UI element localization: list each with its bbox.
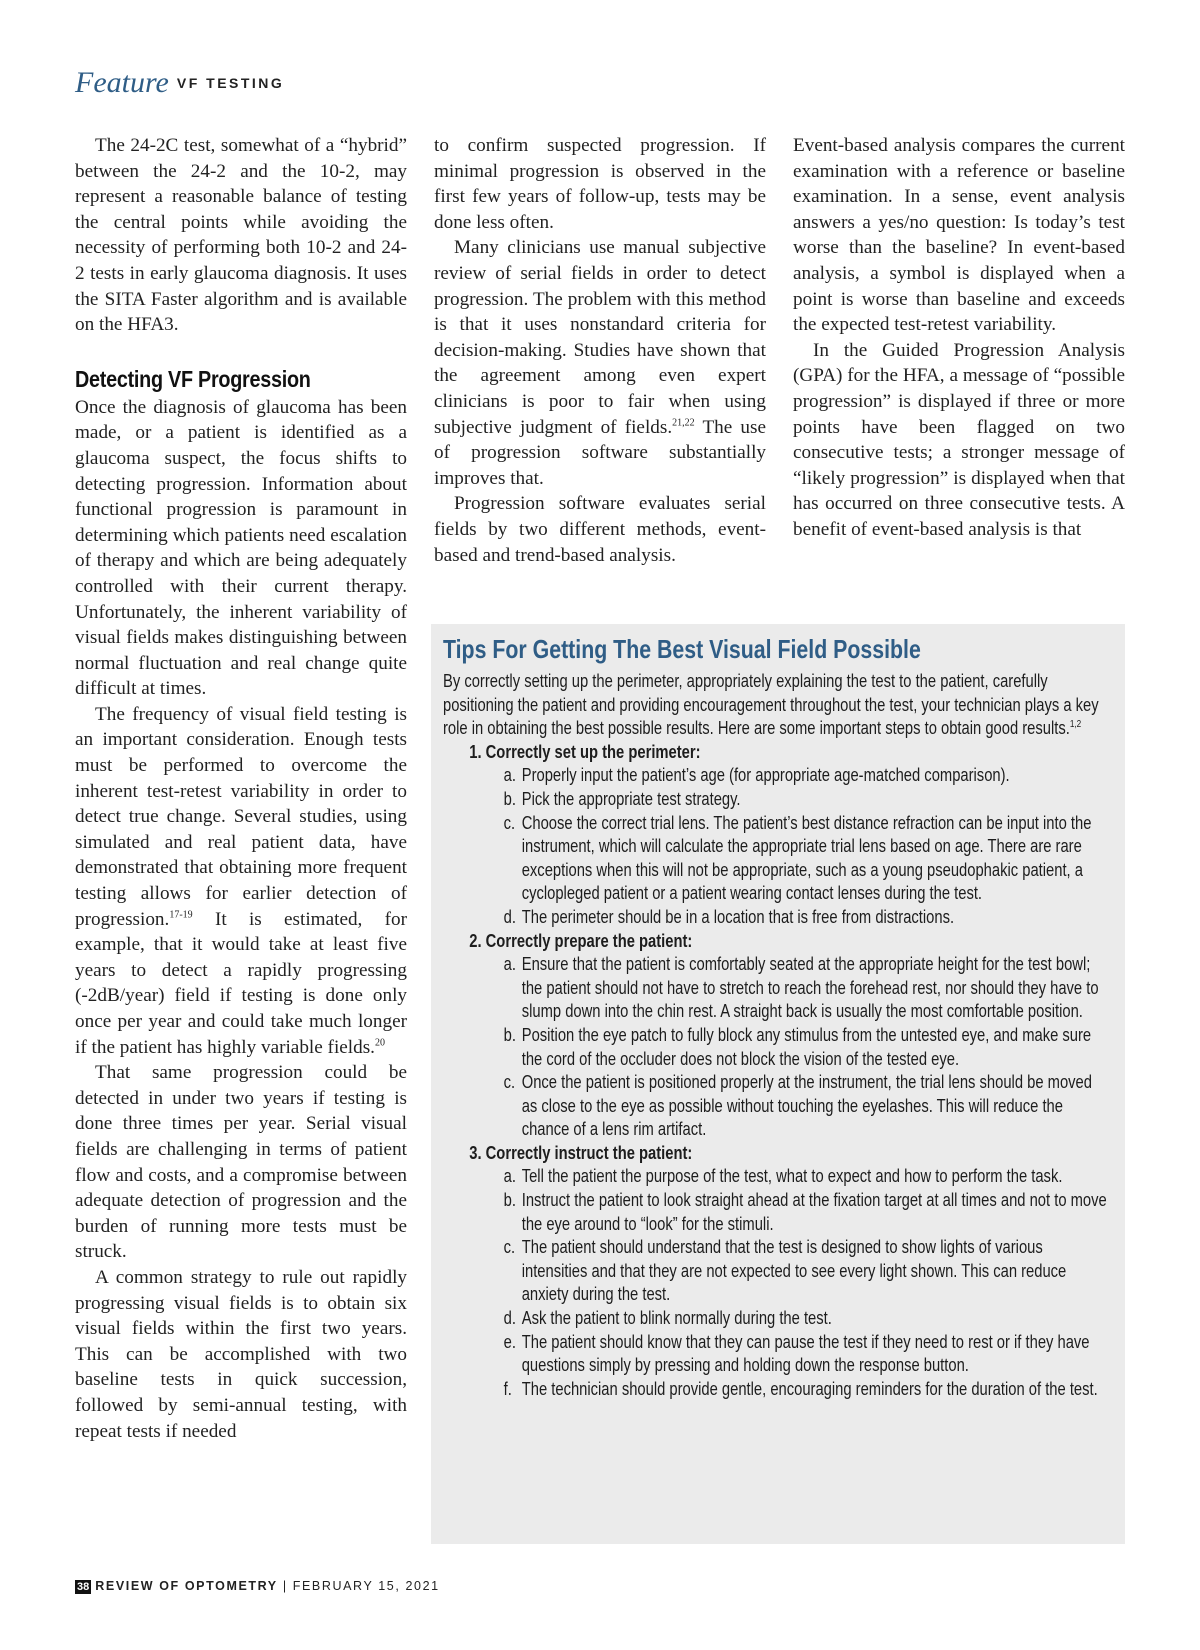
list-item-text: The technician should provide gentle, encouraging reminders for the duration of the test. xyxy=(521,1378,1098,1399)
list-item-text: The patient should understand that the test is designed to show lights of various intensities and that they are not expected to see every light shown. This can reduce anxiety during the test. xyxy=(521,1237,1067,1305)
tips-content xyxy=(443,670,1109,1401)
tips-step-heading: 2. Correctly prepare the patient: xyxy=(469,930,693,951)
issue-date: | FEBRUARY 15, 2021 xyxy=(282,1579,440,1593)
citation: 21,22 xyxy=(672,417,695,429)
list-item-text: Properly input the patient’s age (for appropriate age-matched comparison). xyxy=(521,765,1010,786)
list-item-letter: d. xyxy=(503,1308,516,1329)
list-item-text: Instruct the patient to look straight ahead at the fixation target at all times and not to move the eye around to “look” for the stimuli. xyxy=(521,1190,1107,1234)
citation: 20 xyxy=(374,1037,385,1049)
list-item xyxy=(504,1071,1109,1142)
list-item-letter: d. xyxy=(503,906,516,927)
paragraph-text: Many clinicians use manual subjective review of serial fields in order to detect progression. The problem with this method is that it uses nonstandard criteria for decision-making. Studies have shown that the agreement among even expert clinicians is poor to fair when using subjective judgment of fields. xyxy=(434,237,766,438)
paragraph: Event-based analysis compares the current examination with a reference or baseline examination. In a sense, event analysis answers a yes/no question: Is today’s test worse than the baseline? In event-based analysis, a symbol is displayed when a point is worse than baseline and exceeds the expected test-retest variability. xyxy=(793,135,1125,336)
paragraph: to confirm suspected progression. If minimal progression is observed in the first few years of follow-up, tests may be done less often. xyxy=(434,135,766,233)
list-item xyxy=(504,1307,1109,1331)
list-item-text: Pick the appropriate test strategy. xyxy=(521,788,741,809)
list-item-letter: b. xyxy=(503,1190,516,1211)
paragraph: That same progression could be detected in under two years if testing is done three times per year. Serial visual fields are challenging in terms of patient flow and costs, and a compromise between adequate detection of progression and the burden of running more tests must be struck. xyxy=(75,1062,407,1263)
tips-intro xyxy=(443,670,1109,741)
magazine-name: REVIEW OF OPTOMETRY xyxy=(95,1579,278,1593)
list-item xyxy=(504,1378,1109,1402)
paragraph: A common strategy to rule out rapidly progressing visual fields is to obtain six visual fields within the first two years. This can be accomplished with two baseline tests in quick succession, followed by semi-annual testing, with repeat tests if needed xyxy=(75,1266,407,1442)
list-item xyxy=(504,953,1109,1024)
tips-step-heading: 1. Correctly set up the perimeter: xyxy=(469,741,701,762)
list-item xyxy=(504,1024,1109,1071)
feature-label: Feature xyxy=(75,66,169,99)
paragraph: Progression software evaluates serial fields by two different methods, event-based and trend-based analysis. xyxy=(434,493,766,566)
list-item xyxy=(504,764,1109,788)
column-3 xyxy=(793,133,1125,543)
list-item xyxy=(504,812,1109,906)
list-item-text: Position the eye patch to fully block any stimulus from the untested eye, and make sure the cord of the occluder does not block the vision of the tested eye. xyxy=(521,1024,1092,1069)
tips-title: Tips For Getting The Best Visual Field Possible xyxy=(443,634,921,664)
tips-sidebar-box xyxy=(431,624,1125,1544)
list-item-letter: a. xyxy=(503,954,516,975)
column-2 xyxy=(434,133,766,568)
section-label: VF TESTING xyxy=(176,75,285,91)
paragraph: The 24-2C test, somewhat of a “hybrid” between the 24-2 and the 10-2, may represent a reasonable balance of testing the central points while avoiding the necessity of performing both 10-2 and 24-2 tests in early glaucoma diagnosis. It uses the SITA Faster algorithm and is available on the HFA3. xyxy=(75,135,407,336)
list-item-text: Choose the correct trial lens. The patient’s best distance refraction can be input into the instrument, which will calculate the appropriate trial lens based on age. There are rare exceptions when this will not be appropriate, such as a young pseudophakic patient, a cyclopleged patient or a patient wearing contact lenses during the test. xyxy=(521,812,1092,904)
citation: 17-19 xyxy=(169,909,193,921)
list-item-letter: b. xyxy=(503,1024,516,1045)
page-footer xyxy=(75,1579,440,1594)
list-item-text: Ensure that the patient is comfortably seated at the appropriate height for the test bowl; the patient should not have to stretch to reach the forehead rest, nor should they have to slump down into the chin rest. A straight back is usually the most comfortable position. xyxy=(521,954,1099,1022)
list-item xyxy=(504,1331,1109,1378)
list-item xyxy=(504,1189,1109,1236)
list-item xyxy=(504,1236,1109,1307)
tips-steps xyxy=(443,741,1109,1402)
list-item-text: The perimeter should be in a location that is free from distractions. xyxy=(521,906,955,927)
list-item-text: Tell the patient the purpose of the test, what to expect and how to perform the task. xyxy=(521,1166,1063,1187)
paragraph: In the Guided Progression Analysis (GPA) for the HFA, a message of “possible progression” is displayed if three or more points have been flagged on two consecutive tests; a stronger message of “likely progression” is displayed when that has occurred on three consecutive tests. A benefit of event-based analysis is that xyxy=(793,339,1125,540)
list-item xyxy=(504,788,1109,812)
list-item xyxy=(504,1165,1109,1189)
tips-step-heading: 3. Correctly instruct the patient: xyxy=(469,1142,693,1163)
column-1 xyxy=(75,133,407,1444)
list-item-letter: c. xyxy=(503,812,516,833)
list-item-letter: c. xyxy=(503,1237,516,1258)
paragraph: Once the diagnosis of glaucoma has been made, or a patient is identified as a glaucoma suspect, the focus shifts to detecting progression. Information about functional progression is paramount in determining which patients need escalation of therapy and which are being adequately controlled with their current therapy. Unfortunately, the inherent variability of visual fields makes distinguishing between normal fluctuation and real change quite difficult at times. xyxy=(75,396,407,700)
citation: 1,2 xyxy=(1069,719,1082,731)
list-item xyxy=(504,906,1109,930)
paragraph xyxy=(434,235,766,491)
list-item-text: Once the patient is positioned properly at the instrument, the trial lens should be moved as close to the eye as possible without touching the eyelashes. This will reduce the chance of a lens rim artifact. xyxy=(521,1072,1092,1140)
list-item-letter: a. xyxy=(503,1166,516,1187)
list-item-text: The patient should know that they can pause the test if they need to rest or if they have questions simply by pressing and holding down the response button. xyxy=(521,1331,1090,1376)
list-item-letter: c. xyxy=(503,1072,516,1093)
list-item-text: Ask the patient to blink normally during the test. xyxy=(521,1308,832,1329)
list-item-letter: f. xyxy=(503,1378,512,1399)
paragraph-text: The frequency of visual field testing is an important consideration. Enough tests must be performed to overcome the inherent test-retest variability in order to detect true change. Several studies, using simulated and real patient data, have demonstrated that obtaining more frequent testing allows for earlier detection of progression. xyxy=(75,703,407,930)
list-item-letter: b. xyxy=(503,788,516,809)
section-heading: Detecting VF Progression xyxy=(75,365,311,392)
paragraph-text: The use of progression software substantially improves that. xyxy=(434,416,767,489)
list-item-letter: e. xyxy=(503,1331,516,1352)
tips-intro-text: By correctly setting up the perimeter, appropriately explaining the test to the patient, carefully positioning the patient and providing encouragement throughout the test, your technician plays a key role in obtaining the best possible results. Here are some important steps to obtain good results. xyxy=(443,671,1099,739)
paragraph xyxy=(75,702,407,1060)
list-item-letter: a. xyxy=(503,765,516,786)
page-header xyxy=(75,66,284,106)
page-number: 38 xyxy=(77,1581,90,1593)
paragraph-text: It is estimated, for example, that it would take at least five years to detect a rapidly progressing (-2dB/year) field if testing is done only once per year and could take much longer if the patient has highly variable fields. xyxy=(75,908,407,1058)
